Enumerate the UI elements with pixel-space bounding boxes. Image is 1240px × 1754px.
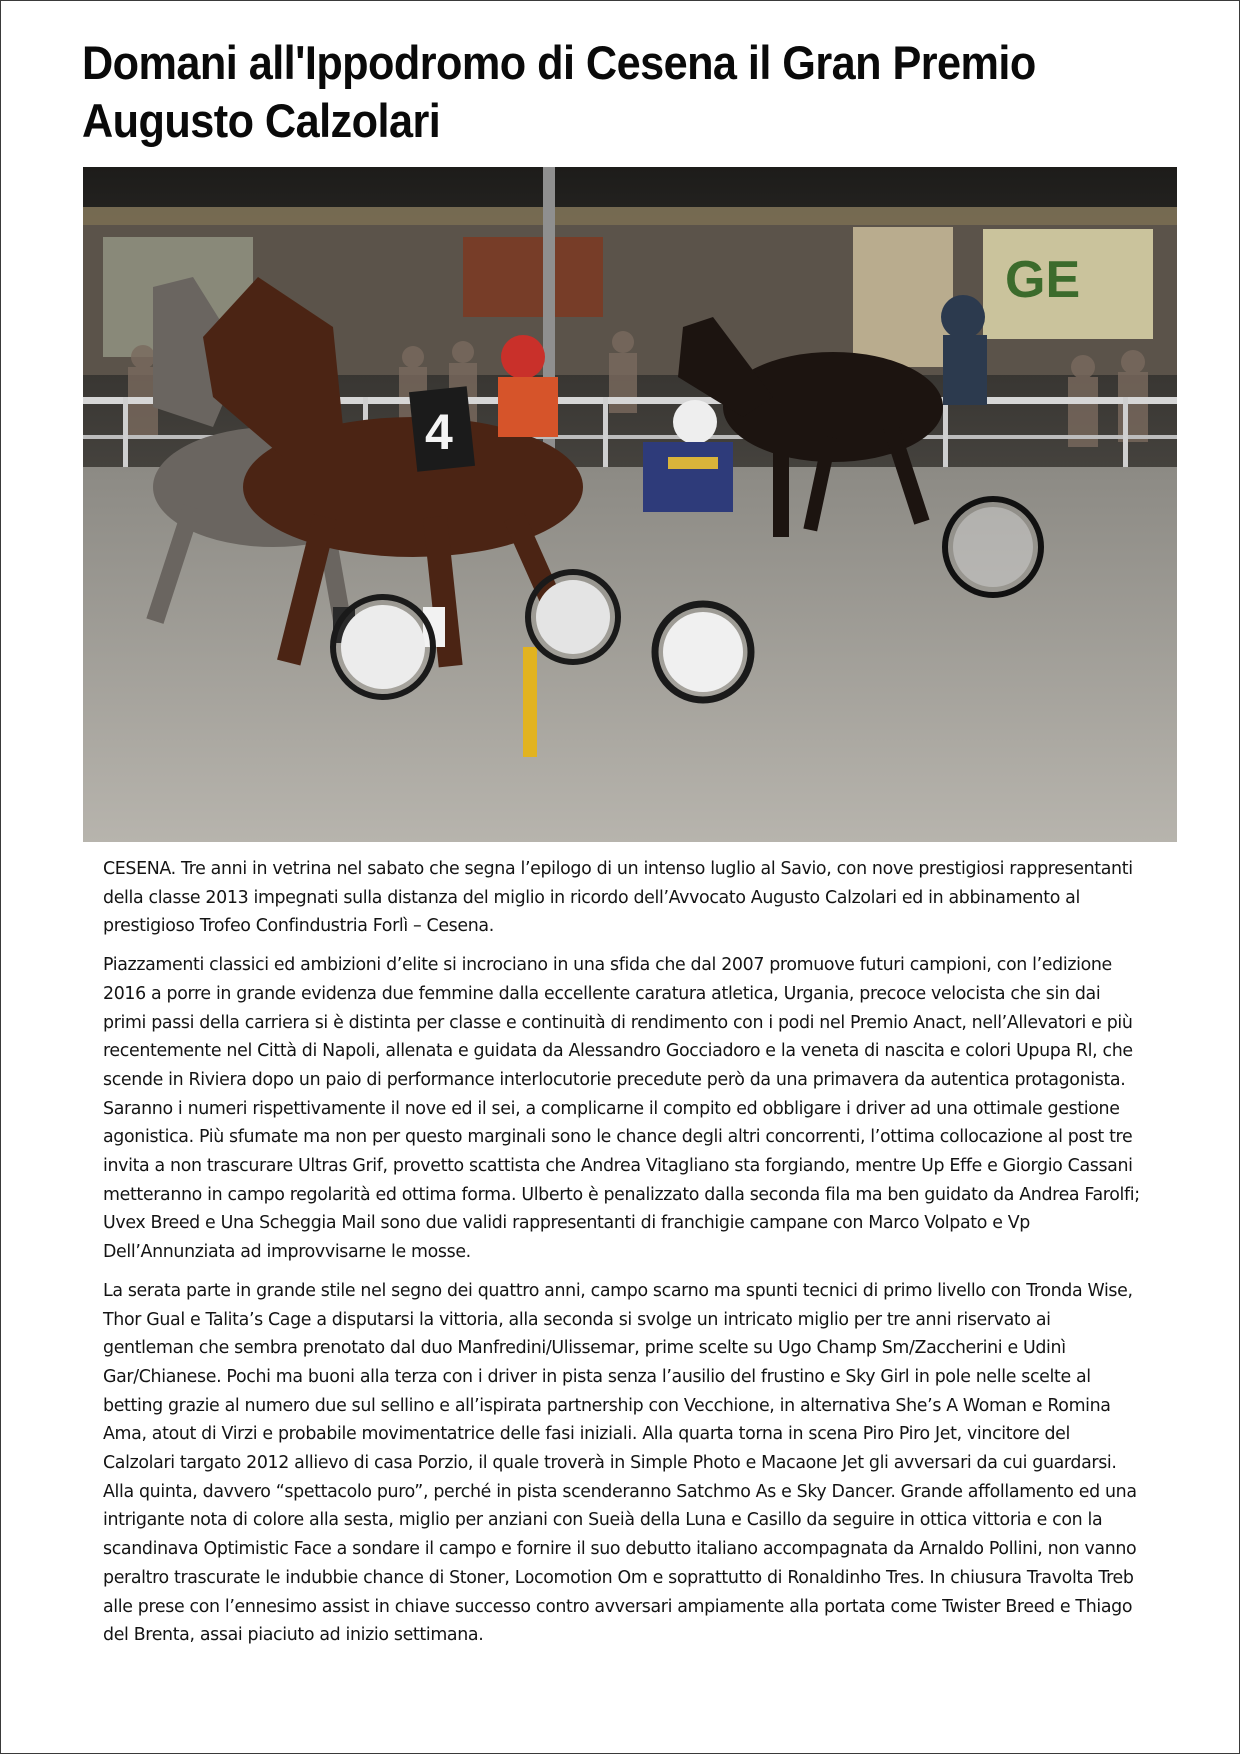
article-body (103, 855, 1143, 1660)
article-paragraph: La serata parte in grande stile nel segno dei quattro anni, campo scarno ma spunti tecnici di primo livello con Tronda Wise, Thor Gual e Talita’s Cage a disputarsi la vittoria, alla seconda si svolge un intricato miglio per tre anni riservato ai gentleman che sembra prenotato dal duo Manfredini/Ulissemar, prime scelte su Ugo Champ Sm/Zaccherini e Udinì Gar/Chianese. Pochi ma buoni alla terza con i driver in pista senza l’ausilio del frustino e Sky Girl in pole nelle scelte al betting grazie al numero due sul sellino e all’ispirata partnership con Vecchione, in alternativa She’s A Woman e Romina Ama, atout di Virzi e probabile movimentatrice delle fasi iniziali. Alla quarta torna in scena Piro Piro Jet, vincitore del Calzolari targato 2012 allievo di casa Porzio, il quale troverà in Simple Photo e Macaone Jet gli avversari da cui guardarsi. Alla quinta, davvero “spettacolo puro”, perché in pista scenderanno Satchmo As e Sky Dancer. Grande affollamento ed una intrigante nota di colore alla sesta, miglio per anziani con Sueià della Luna e Casillo da seguire in ottica vittoria e con la scandinava Optimistic Face a sondare il campo e fornire il suo debutto italiano accompagnata da Arnaldo Pollini, non vanno peraltro trascurate le indubbie chance di Stoner, Locomotion Om e soprattutto di Ronaldinho Tres. In chiusura Travolta Treb alle prese con l’ennesimo assist in chiave successo contro avversari ampiamente alla portata come Twister Breed e Thiago del Brenta, assai piaciuto ad inizio settimana. (103, 1280, 1137, 1646)
banner-text: GE (1005, 251, 1081, 309)
article-headline: Domani all'Ippodromo di Cesena il Gran Premio Augusto Calzolari (82, 36, 1036, 147)
article-paragraph: CESENA. Tre anni in vetrina nel sabato che segna l’epilogo di un intenso luglio al Savio, con nove prestigiosi rappresentanti della classe 2013 impegnati sulla distanza del miglio in ricordo dell’Avvocato Augusto Calzolari ed in abbinamento al prestigioso Trofeo Confindustria Forlì – Cesena. (103, 859, 1133, 937)
article-paragraph: Piazzamenti classici ed ambizioni d’elite si incrociano in una sfida che dal 2007 promuove futuri campioni, con l’edizione 2016 a porre in grande evidenza due femmine dalla eccellente caratura atletica, Urgania, precoce velocista che sin dai primi passi della carriera si è distinta per classe e continuità di rendimento con i podi nel Premio Anact, nell’Allevatori e più recentemente nel Città di Napoli, allenata e guidata da Alessandro Gocciadoro e la veneta di nascita e colori Upupa Rl, che scende in Riviera dopo un paio di performance interlocutorie precedute però da una primavera da autentica protagonista. Saranno i numeri rispettivamente il nove ed il sei, a complicarne il compito ed obbligare i driver ad una ottimale gestione agonistica. Più sfumate ma non per questo marginali sono le chance degli altri concorrenti, l’ottima collocazione al post tre invita a non trascurare Ultras Grif, provetto scattista che Andrea Vitagliano sta forgiando, mentre Up Effe e Giorgio Cassani metteranno in campo regolarità ed ottima forma. Ulberto è penalizzato dalla seconda fila ma ben guidato da Andrea Farolfi; Uvex Breed e Una Scheggia Mail sono due validi rappresentanti di franchigie campane con Marco Volpato e Vp Dell’Annunziata ad improvvisarne le mosse. (103, 955, 1140, 1263)
race-photo (83, 167, 1177, 842)
saddle-number: 4 (425, 404, 453, 460)
harness-racing-photo-icon (83, 167, 1177, 842)
